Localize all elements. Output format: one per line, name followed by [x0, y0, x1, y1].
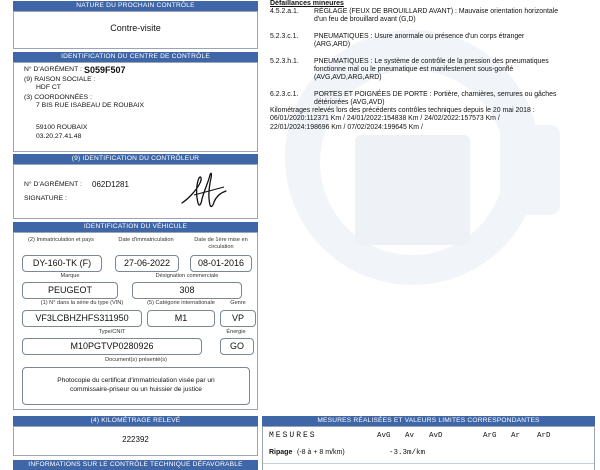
defect-text: PORTES ET POIGNÉES DE PORTE : Portière, charnières, serrures ou gâches — [314, 91, 557, 98]
history-block — [270, 107, 596, 132]
mileage-value: 222392 — [122, 435, 149, 444]
vehicle-genre-value: VP — [220, 310, 256, 327]
controller-agreement-value: 062D1281 — [92, 180, 129, 189]
measures-title: MESURES — [269, 431, 317, 440]
defect-text2: (ARG,ARD) — [314, 41, 350, 48]
controller-signature-image — [174, 169, 232, 211]
vehicle-energy-value: GO — [220, 338, 254, 355]
vehicle-model-value: 308 — [132, 282, 242, 299]
measures-col-arg: ArG — [483, 432, 497, 440]
measures-box — [262, 426, 595, 470]
defect-text2: fonctionne mal ou le pneumatique est manifestement sous-gonflé — [314, 66, 514, 73]
vehicle-category-label: (5) Catégorie internationale — [147, 300, 215, 306]
defect-text2: d'un feu de brouillard avant (G,D) — [314, 16, 416, 23]
defect-code: 5.2.3.h.1. — [270, 58, 299, 65]
vehicle-box — [13, 232, 258, 410]
vehicle-model-label: Désignation commerciale — [155, 273, 219, 279]
centre-name-label: (9) RAISON SOCIALE : — [24, 76, 96, 83]
centre-name-value: HDF CT — [36, 84, 61, 91]
defect-item — [270, 58, 596, 91]
defect-item — [270, 8, 596, 33]
history-line3: 22/01/2024:198696 Km / 07/02/2024:199645 Km / — [270, 123, 423, 131]
next-visit-value: Contre-visite — [110, 23, 161, 33]
defects-list — [270, 8, 596, 116]
centre-phone: 03.20.27.41.48 — [36, 133, 82, 140]
controller-box — [13, 164, 258, 219]
defect-text: RÉGLAGE (FEUX DE BROUILLARD AVANT) : Mauvaise orientation horizontale — [314, 8, 559, 15]
defect-code: 6.2.3.c.1. — [270, 91, 299, 98]
measures-row-label: Ripage — [269, 449, 293, 456]
controller-signature-label: SIGNATURE : — [24, 195, 67, 202]
centre-address-line2: 59100 ROUBAIX — [36, 124, 88, 131]
vehicle-type-value: M10PGTVP0280926 — [22, 338, 202, 355]
measures-row-value: -3.3m/km — [389, 449, 426, 457]
vehicle-make-value: PEUGEOT — [22, 282, 118, 299]
vehicle-first-circ-label: Date de 1ère mise en circulation — [194, 237, 248, 250]
vehicle-reg-date-value: 27-06-2022 — [115, 255, 179, 272]
centre-coords-label: (3) COORDONNÉES : — [24, 94, 92, 101]
vehicle-first-circ-value: 08-01-2016 — [190, 255, 252, 272]
measures-header: MESURES RÉALISÉES ET VALEURS LIMITES CORRESPONDANTES — [262, 416, 595, 426]
vehicle-reg-date-label: Date d'immatriculation — [118, 237, 174, 243]
measures-row-limit: (-8 à + 8 m/km) — [297, 449, 345, 456]
history-line2: 06/01/2020:112371 Km / 24/01/2022:154838 Km / 24/02/2022:157573 Km / — [270, 115, 500, 123]
centre-address-line1: 7 BIS RUE ISABEAU DE ROUBAIX — [36, 102, 145, 109]
measures-col-ar: Ar — [511, 432, 521, 440]
defect-code: 5.2.3.c.1. — [270, 33, 299, 40]
defect-code: 4.5.2.a.1. — [270, 8, 299, 15]
vehicle-genre-label: Genre — [230, 300, 246, 306]
centre-header: IDENTIFICATION DU CENTRE DE CONTRÔLE — [13, 52, 258, 62]
vehicle-header: IDENTIFICATION DU VÉHICULE — [13, 222, 258, 232]
measures-col-avd: AvD — [429, 432, 443, 440]
vehicle-make-label: Marque — [60, 273, 80, 279]
mileage-header: (4) KILOMÉTRAGE RELEVÉ — [13, 416, 258, 426]
defect-text: PNEUMATIQUES : Usure anormale ou présence d'un corps étranger — [314, 33, 525, 40]
vehicle-vin-value: VF3LCBHZHFS311950 — [22, 310, 142, 327]
defect-text2: détériorées (AVG,AVD) — [314, 99, 385, 106]
defects-title: Défaillances mineures — [270, 0, 344, 7]
measures-divider — [263, 463, 594, 464]
next-visit-header: NATURE DU PROCHAIN CONTRÔLE — [13, 1, 258, 11]
centre-box — [13, 62, 258, 152]
measures-col-ard: ArD — [537, 432, 551, 440]
controller-agreement-label: N° D'AGRÉMENT : — [24, 181, 82, 188]
controller-header: (9) IDENTIFICATION DU CONTRÔLEUR — [13, 154, 258, 164]
watermark-shape — [355, 135, 470, 245]
vehicle-vin-label: (1) N° dans la série du type (VIN) — [40, 300, 124, 306]
vehicle-reg-label: (2) Immatriculation et pays — [28, 237, 94, 243]
watermark-tab — [500, 125, 560, 215]
centre-agreement-value: S059F507 — [84, 65, 126, 75]
history-line1: Kilométrages relevés lors des précédents contrôles techniques depuis le 20 mai 2018 : — [270, 107, 535, 114]
vehicle-docs-line1: Photocopie du certificat d'immatriculation visée par un — [57, 377, 215, 384]
measures-col-avg: AvG — [377, 432, 391, 440]
vehicle-docs-label: Document(s) présenté(s) — [105, 357, 167, 363]
centre-agreement-label: N° D'AGRÉMENT : — [24, 66, 82, 73]
vehicle-reg-value: DY-160-TK (F) — [22, 255, 102, 272]
vehicle-category-value: M1 — [147, 310, 215, 327]
vehicle-energy-label: Énergie — [226, 329, 246, 335]
footer-header: INFORMATIONS SUR LE CONTRÔLE TECHNIQUE DÉFAVORABLE — [13, 460, 258, 470]
defect-item — [270, 33, 596, 58]
defect-text3: (AVG,AVD,ARG,ARD) — [314, 74, 382, 81]
vehicle-type-label: Type/CNIT — [98, 329, 126, 335]
vehicle-docs-line2: commissaire-priseur ou un huissier de justice — [70, 386, 202, 393]
defect-text: PNEUMATIQUES : Le système de contrôle de la pression des pneumatiques — [314, 58, 549, 65]
vehicle-docs-box — [22, 367, 250, 405]
next-visit-box — [13, 11, 258, 49]
mileage-box — [13, 426, 258, 456]
measures-col-av: Av — [405, 432, 415, 440]
